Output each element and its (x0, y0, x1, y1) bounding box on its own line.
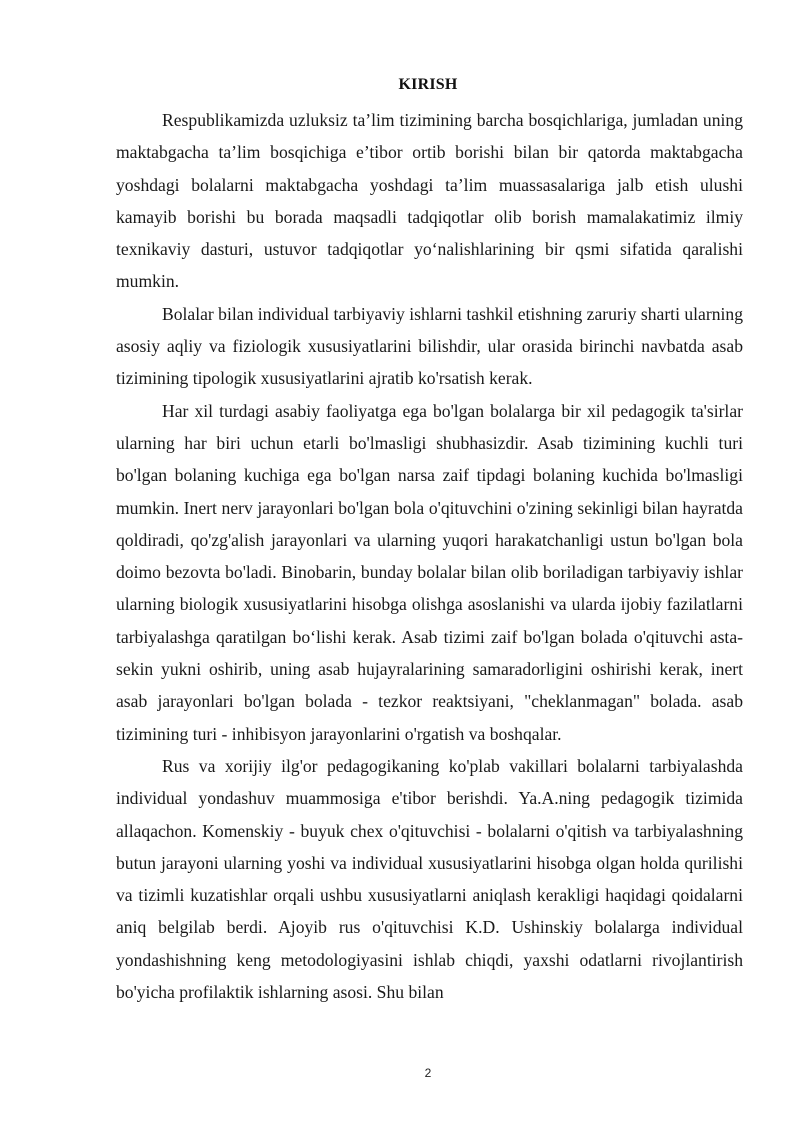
paragraph: Har xil turdagi asabiy faoliyatga ega bo'lgan bolalarga bir xil pedagogik ta'sirlar ularning har biri uchun etarli bo'lmasligi shubhasizdir. Asab tizimining kuchli turi bo'lgan bolaning kuchiga ega bo'lgan narsa zaif tipdagi bolaning kuchida bo'lmasligi mumkin. Inert nerv jarayonlari bo'lgan bola o'qituvchini o'zining sekinligi bilan hayratda qoldiradi, qo'zg'alish jarayonlari va ularning yuqori harakatchanligi ustun bo'lgan bola doimo bezovta bo'ladi. Binobarin, bunday bolalar bilan olib boriladigan tarbiyaviy ishlar ularning biologik xususiyatlarini hisobga olishga asoslanishi va ularda ijobiy fazilatlarni tarbiyalashga qaratilgan bo‘lishi kerak. Asab tizimi zaif bo'lgan bolada o'qituvchi asta-sekin yukni oshirib, uning asab hujayralarining samaradorligini oshirishi kerak, inert asab jarayonlari bo'lgan bolada - tezkor reaktsiyani, "cheklanmagan" bolada. asab tizimining turi - inhibisyon jarayonlarini o'rgatish va boshqalar. (116, 400, 743, 744)
paragraph: Bolalar bilan individual tarbiyaviy ishlarni tashkil etishning zaruriy sharti ularning asosiy aqliy va fiziologik xususiyatlarini bilishdir, ular orasida birinchi navbatda asab tizimining tipologik xususiyatlarini ajratib ko'rsatish kerak. (116, 303, 743, 389)
paragraph: Rus va xorijiy ilg'or pedagogikaning ko'plab vakillari bolalarni tarbiyalashda individual yondashuv muammosiga e'tibor berishdi. Ya.A.ning pedagogik tizimida allaqachon. Komenskiy - buyuk chex o'qituvchisi - bolalarni o'qitish va tarbiyalashning butun jarayoni ularning yoshi va individual xususiyatlarini hisobga olgan holda qurilishi va tizimli kuzatishlar orqali ushbu xususiyatlarni aniqlash kerakligi haqidagi qoidalarni aniq belgilab berdi. Ajoyib rus o'qituvchisi K.D. Ushinskiy bolalarga individual yondashishning keng metodologiyasini ishlab chiqdi, yaxshi odatlarni rivojlantirish bo'yicha profilaktik ishlarning asosi. Shu bilan (116, 755, 743, 1003)
body-text (116, 104, 743, 1008)
page-number: 2 (424, 1066, 432, 1080)
section-heading: KIRISH (398, 76, 458, 93)
paragraph: Respublikamizda uzluksiz ta’lim tizimining barcha bosqichlariga, jumladan uning maktabgacha ta’lim bosqichiga e’tibor ortib borishi bilan bir qatorda maktabgacha yoshdagi bolalarni maktabgacha yoshdagi ta’lim muassasalariga jalb etish ulushi kamayib borishi bu borada maqsadli tadqiqotlar olib borish mamalakatimiz ilmiy texnikaviy dasturi, ustuvor tadqiqotlar yo‘nalishlarining bir qsmi sifatida qaralishi mumkin. (116, 110, 743, 292)
